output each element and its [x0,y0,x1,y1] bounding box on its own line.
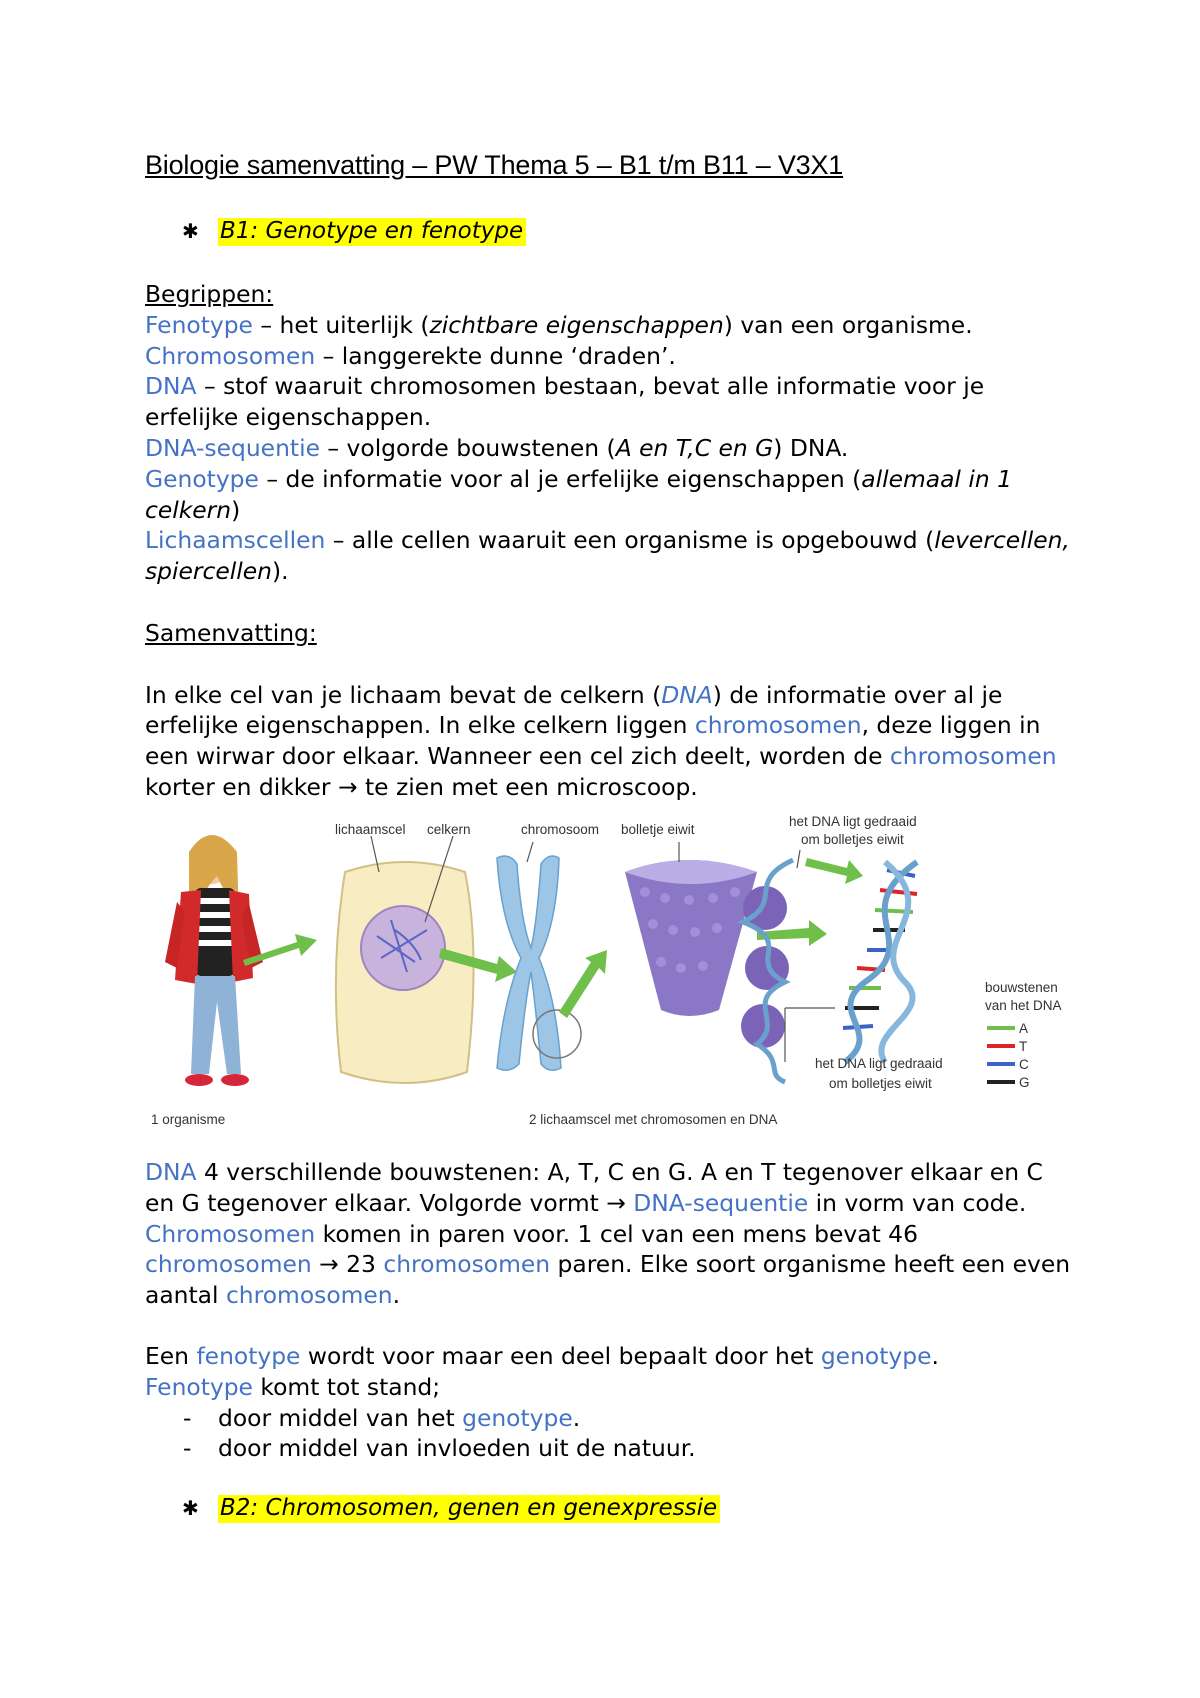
nucleosomes-illustration [741,850,835,1082]
term-genotype: Genotype – de informatie voor al je erfelijke eigenschappen (allemaal in 1 celkern) [145,464,1012,524]
label-dna-top-line1: het DNA ligt gedraaid [789,814,917,829]
samenvatting-paragraph: In elke cel van je lichaam bevat de celkern (DNA) de informatie over al je erfelijke eigenschappen. In elke celkern liggen chromosomen, deze liggen in een wirwar door elkaar. Wanneer een cel zich deelt, worden de chromosomen korter en dikker → te zien met een microscoop. [145,680,1057,801]
chromosome-illustration [497,842,581,1070]
fenotype-paragraph-block [145,1341,1075,1464]
arrow-icon [559,950,607,1018]
caption-organisme: 1 organisme [151,1112,226,1127]
list-item: - door middel van invloeden uit de natuur. [183,1434,696,1463]
caption-lichaamscel: 2 lichaamscel met chromosomen en DNA [529,1112,778,1127]
label-chromosoom: chromosoom [521,822,600,837]
dna-paragraph-block [145,1157,1075,1311]
list-item: - door middel van het genotype. [183,1403,581,1432]
asterisk-bullet-icon: ✱ [182,219,199,243]
label-bolletje-eiwit: bolletje eiwit [621,822,695,837]
fenotype-list [145,1403,1075,1465]
dna-helix-illustration [843,862,917,1062]
key-t-label: T [1019,1039,1028,1054]
protein-beads-illustration [625,842,757,1016]
key-c-label: C [1019,1057,1029,1072]
begrippen-label: Begrippen: [145,280,274,308]
arrow-icon [805,858,863,884]
dna-figure [145,812,1085,1142]
label-dna-bottom-line2: om bolletjes eiwit [829,1076,932,1091]
asterisk-bullet-icon: ✱ [182,1496,199,1520]
dna-paragraph: DNA 4 verschillende bouwstenen: A, T, C en G. A en T tegenover elkaar en C en G tegenover elkaar. Volgorde vormt → DNA-sequentie in vorm van code. Chromosomen komen in paren voor. 1 cel van een mens bevat 46 chromosomen → 23 chromosomen paren. Elke soort organisme heeft een even aantal chromosomen. [145,1158,1071,1310]
section-heading-b2 [182,1495,720,1521]
term-dna: DNA – stof waaruit chromosomen bestaan, bevat alle informatie voor je erfelijke eigenschappen. [145,372,985,432]
label-lichaamscel: lichaamscel [335,822,406,837]
document-title: Biologie samenvatting – PW Thema 5 – B1 t/m B11 – V3X1 [145,150,844,180]
samenvatting-label: Samenvatting: [145,619,317,647]
label-celkern: celkern [427,822,471,837]
label-dna-top-line2: om bolletjes eiwit [801,832,904,847]
samenvatting-block [145,618,1075,803]
term-fenotype: Fenotype – het uiterlijk (zichtbare eigenschappen) van een organisme. [145,310,973,339]
key-g-label: G [1019,1075,1030,1090]
label-bouwstenen-line2: van het DNA [985,998,1062,1013]
dna-illustration [145,812,1085,1142]
term-dna-sequentie: DNA-sequentie – volgorde bouwstenen (A en T,C en G) DNA. [145,433,849,462]
term-lichaamscellen: Lichaamscellen – alle cellen waaruit een organisme is opgebouwd (levercellen, spiercellen). [145,526,1070,586]
fenotype-line2: Fenotype komt tot stand; [145,1372,441,1401]
highlighted-heading-text: B1: Genotype en fenotype [218,218,526,246]
key-a-label: A [1019,1021,1029,1036]
highlighted-heading-text: B2: Chromosomen, genen en genexpressie [218,1495,720,1523]
begrippen-block [145,279,1075,587]
base-color-key [987,1021,1030,1090]
label-dna-bottom-line1: het DNA ligt gedraaid [815,1056,943,1071]
section-heading-b1 [182,218,526,244]
fenotype-line1: Een fenotype wordt voor maar een deel bepaalt door het genotype. [145,1342,939,1370]
label-bouwstenen-line1: bouwstenen [985,980,1058,995]
term-chromosomen: Chromosomen – langgerekte dunne ‘draden’. [145,341,676,370]
